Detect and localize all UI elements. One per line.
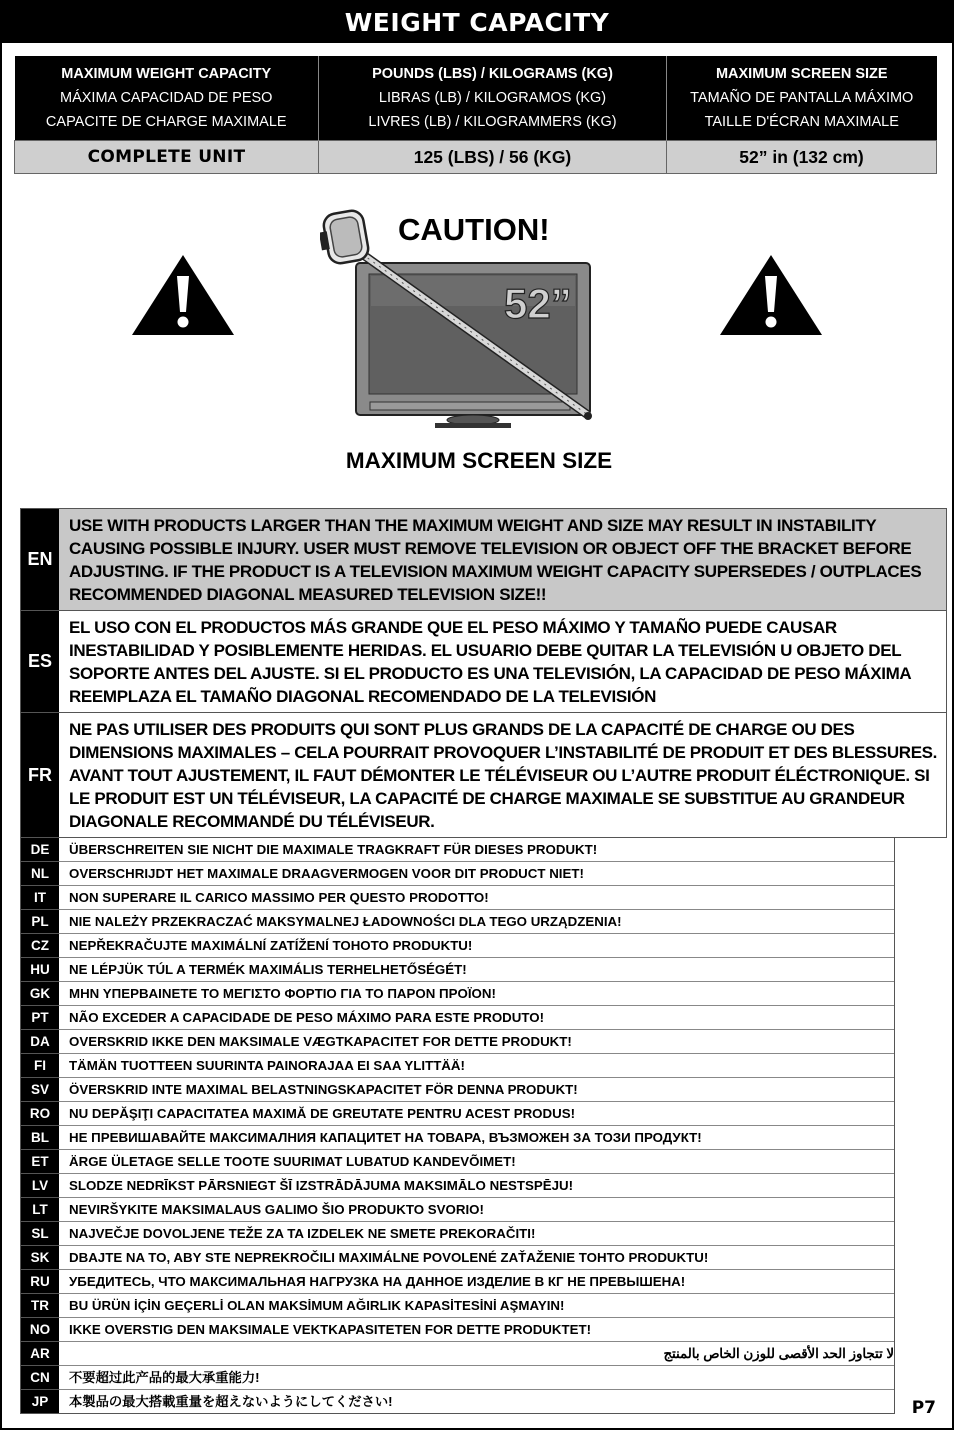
column-header-screen-size: MAXIMUM SCREEN SIZE TAMAÑO DE PANTALLA MÁXIMO TAILLE D'ÉCRAN MAXIMALE xyxy=(667,56,937,141)
language-code: IT xyxy=(21,886,59,910)
language-code: BL xyxy=(21,1126,59,1150)
table-row xyxy=(21,982,894,1006)
weight-value-cell: 125 (LBS) / 56 (KG) xyxy=(319,141,667,174)
table-row xyxy=(21,1246,894,1270)
maximum-screen-size-label: MAXIMUM SCREEN SIZE xyxy=(345,448,613,473)
warning-text: EL USO CON EL PRODUCTOS MÁS GRANDE QUE EL PESO MÁXIMO Y TAMAÑO PUEDE CAUSAR INESTABILIDAD Y POSIBLEMENTE HERIDAS. EL USUARIO DEBE QUITAR LA TELEVISIÓN U OBJETO DEL SOPORTE ANTES DEL AJUSTE. SI EL PRODUCTO ES UNA TELEVISIÓN, LA CAPACIDAD DE PESO MÁXIMA REEMPLAZA EL TAMAÑO DIAGONAL RECOMENDADO DE LA TELEVISIÓN xyxy=(69,618,911,706)
unit-cell: COMPLETE UNIT xyxy=(15,141,319,174)
language-code: EN xyxy=(21,509,59,610)
language-code: SK xyxy=(21,1246,59,1270)
language-code: CN xyxy=(21,1366,59,1390)
language-code: HU xyxy=(21,958,59,982)
warning-text: IKKE OVERSTIG DEN MAKSIMALE VEKTKAPASITETEN FOR DETTE PRODUKTET! xyxy=(69,1322,592,1337)
language-code: FR xyxy=(21,713,59,837)
table-row xyxy=(21,1126,894,1150)
language-code: GK xyxy=(21,982,59,1006)
table-row xyxy=(21,1006,894,1030)
warning-text: BU ÜRÜN İÇİN GEÇERLİ OLAN MAKSİMUM AĞIRLIK KAPASİTESİNİ AŞMAYIN! xyxy=(69,1298,565,1313)
warning-text: لا تتجاوز الحد الأقصى للوزن الخاص بالمنتج xyxy=(663,1346,894,1361)
language-code: NO xyxy=(21,1318,59,1342)
language-code: PT xyxy=(21,1006,59,1030)
language-code: PL xyxy=(21,910,59,934)
table-row xyxy=(21,1078,894,1102)
warning-text: OVERSCHRIJDT HET MAXIMALE DRAAGVERMOGEN VOOR DIT PRODUCT NIET! xyxy=(69,866,584,881)
warning-statements xyxy=(20,508,947,838)
column-header-weight-capacity: MAXIMUM WEIGHT CAPACITY MÁXIMA CAPACIDAD DE PESO CAPACITE DE CHARGE MAXIMALE xyxy=(15,56,319,141)
warning-text: NE LÉPJÜK TÚL A TERMÉK MAXIMÁLIS TERHELHETŐSÉGÉT! xyxy=(69,962,467,977)
language-code: JP xyxy=(21,1390,59,1414)
table-header-row xyxy=(15,56,937,141)
table-row xyxy=(21,862,894,886)
language-code: SV xyxy=(21,1078,59,1102)
warning-text: NE PAS UTILISER DES PRODUITS QUI SONT PLUS GRANDS DE LA CAPACITÉ DE CHARGE OU DES DIMENSIONS MAXIMALES – CELA POURRAIT PROVOQUER L’INSTABILITÉ DE PRODUIT ET DES BLESSURES. AVANT TOUT AJUSTEMENT, IL FAUT DÉMONTER LE TÉLÉVISEUR OU L’AUTRE PRODUIT ÉLÉCTRONIQUE. SI LE PRODUIT EST UN TÉLÉVISEUR, LA CAPACITÉ DE CHARGE MAXIMALE SE SUBSTITUE AU GRANDEUR DIAGONALE RECOMMANDÉ DU TÉLÉVISEUR. xyxy=(69,720,938,831)
language-code: LT xyxy=(21,1198,59,1222)
table-row xyxy=(21,1030,894,1054)
screen-size-label: 52” xyxy=(504,280,572,327)
language-code: LV xyxy=(21,1174,59,1198)
warning-text: NIE NALEŻY PRZEKRACZAĆ MAKSYMALNEJ ŁADOWNOŚCI DLA TEGO URZĄDZENIA! xyxy=(69,914,622,929)
table-row xyxy=(21,1198,894,1222)
table-row xyxy=(21,1270,894,1294)
language-code: ES xyxy=(21,611,59,712)
table-row xyxy=(21,1342,894,1366)
warning-text: ÄRGE ÜLETAGE SELLE TOOTE SUURIMAT LUBATUD KANDEVÕIMET! xyxy=(69,1154,516,1169)
table-row xyxy=(21,1054,894,1078)
table-row xyxy=(21,1222,894,1246)
table-row xyxy=(21,1150,894,1174)
tv-with-tape-measure-illustration xyxy=(320,202,600,434)
language-code: FI xyxy=(21,1054,59,1078)
table-row xyxy=(21,886,894,910)
language-code: ET xyxy=(21,1150,59,1174)
table-row xyxy=(21,1102,894,1126)
warning-text: SLODZE NEDRĪKST PĀRSNIEGT ŠĪ IZSTRĀDĀJUMA MAKSIMĀLO NESTSPĒJU! xyxy=(69,1178,574,1193)
table-row xyxy=(21,1294,894,1318)
screen-size-cell: 52” in (132 cm) xyxy=(667,141,937,174)
warning-text: NEVIRŠYKITE MAKSIMALAUS GALIMO ŠIO PRODUKTO SVORIO! xyxy=(69,1202,484,1217)
warning-text: OVERSKRID IKKE DEN MAKSIMALE VÆGTKAPACITET FOR DETTE PRODUKT! xyxy=(69,1034,572,1049)
warning-row-en xyxy=(21,509,946,611)
warning-text: 不要超过此产品的最大承重能力! xyxy=(69,1370,260,1385)
page-title: WEIGHT CAPACITY xyxy=(2,2,952,43)
warning-triangle-icon xyxy=(717,252,825,338)
language-code: SL xyxy=(21,1222,59,1246)
language-code: DE xyxy=(21,838,59,862)
table-row xyxy=(21,838,894,862)
table-row xyxy=(21,1318,894,1342)
warning-text: DBAJTE NA TO, ABY STE NEPREKROČILI MAXIMÁLNE POVOLENÉ ZAŤAŽENIE TOHTO PRODUKTU! xyxy=(69,1250,709,1265)
table-row xyxy=(21,958,894,982)
language-code: RO xyxy=(21,1102,59,1126)
weight-capacity-table xyxy=(14,56,937,174)
warning-text: NU DEPĂŞIŢI CAPACITATEA MAXIMĂ DE GREUTATE PENTRU ACEST PRODUS! xyxy=(69,1106,576,1121)
language-code: DA xyxy=(21,1030,59,1054)
table-row xyxy=(21,910,894,934)
warning-row-es xyxy=(21,611,946,713)
warning-text: НЕ ПРЕВИШАВАЙТЕ МАКСИМАЛНИЯ КАПАЦИТЕТ НА ТОВАРА, ВЪЗМОЖЕН ЗА ТОЗИ ПРОДУКТ! xyxy=(69,1130,702,1145)
caution-heading: CAUTION! xyxy=(398,212,550,247)
language-code: TR xyxy=(21,1294,59,1318)
page-number: P7 xyxy=(911,1398,936,1418)
warning-text: NÃO EXCEDER A CAPACIDADE DE PESO MÁXIMO PARA ESTE PRODUTO! xyxy=(69,1010,545,1025)
warning-row-fr xyxy=(21,713,946,837)
column-header-units: POUNDS (LBS) / KILOGRAMS (KG) LIBRAS (LB) / KILOGRAMOS (KG) LIVRES (LB) / KILOGRAMMERS (KG) xyxy=(319,56,667,141)
table-row xyxy=(21,1390,894,1413)
warning-text: ÖVERSKRID INTE MAXIMAL BELASTNINGSKAPACITET FÖR DENNA PRODUKT! xyxy=(69,1082,578,1097)
warning-text: ΜΗΝ ΥΠΕΡΒΑΙΝΕΤΕ ΤΟ ΜΕΓΙΣΤΟ ΦΟΡΤΙΟ ΓΙΑ ΤΟ ΠΑΡΟΝ ΠΡΟΪΟΝ! xyxy=(69,986,496,1001)
table-row xyxy=(21,934,894,958)
table-row xyxy=(21,1366,894,1390)
warning-text: USE WITH PRODUCTS LARGER THAN THE MAXIMUM WEIGHT AND SIZE MAY RESULT IN INSTABILITY CAUSING POSSIBLE INJURY. USER MUST REMOVE TELEVISION OR OBJECT OFF THE BRACKET BEFORE ADJUSTING. IF THE PRODUCT IS A TELEVISION MAXIMUM WEIGHT CAPACITY SUPERSEDES / OUTPLACES RECOMMENDED DIAGONAL MEASURED TELEVISION SIZE!! xyxy=(59,509,946,610)
warning-text: 本製品の最大搭載重量を超えないようにしてください! xyxy=(69,1394,393,1409)
warning-text: NEPŘEKRAČUJTE MAXIMÁLNÍ ZATÍŽENÍ TOHOTO PRODUKTU! xyxy=(69,938,473,953)
warning-text: NAJVEČJE DOVOLJENE TEŽE ZA TA IZDELEK NE SMETE PREKORAČITI! xyxy=(69,1226,536,1241)
language-code: NL xyxy=(21,862,59,886)
table-row xyxy=(21,1174,894,1198)
table-row xyxy=(15,141,937,174)
warning-text: NON SUPERARE IL CARICO MASSIMO PER QUESTO PRODOTTO! xyxy=(69,890,489,905)
language-code: RU xyxy=(21,1270,59,1294)
warning-text: УБЕДИТЕСЬ, ЧТО МАКСИМАЛЬНАЯ НАГРУЗКА НА ДАННОЕ ИЗДЕЛИЕ В КГ НЕ ПРЕВЫШЕНА! xyxy=(69,1274,686,1289)
multilingual-warning-table xyxy=(20,837,895,1414)
warning-triangle-icon xyxy=(129,252,237,338)
language-code: AR xyxy=(21,1342,59,1366)
language-code: CZ xyxy=(21,934,59,958)
warning-text: ÜBERSCHREITEN SIE NICHT DIE MAXIMALE TRAGKRAFT FÜR DIESES PRODUKT! xyxy=(69,842,598,857)
warning-text: TÄMÄN TUOTTEEN SUURINTA PAINORAJAA EI SAA YLITTÄÄ! xyxy=(69,1058,465,1073)
